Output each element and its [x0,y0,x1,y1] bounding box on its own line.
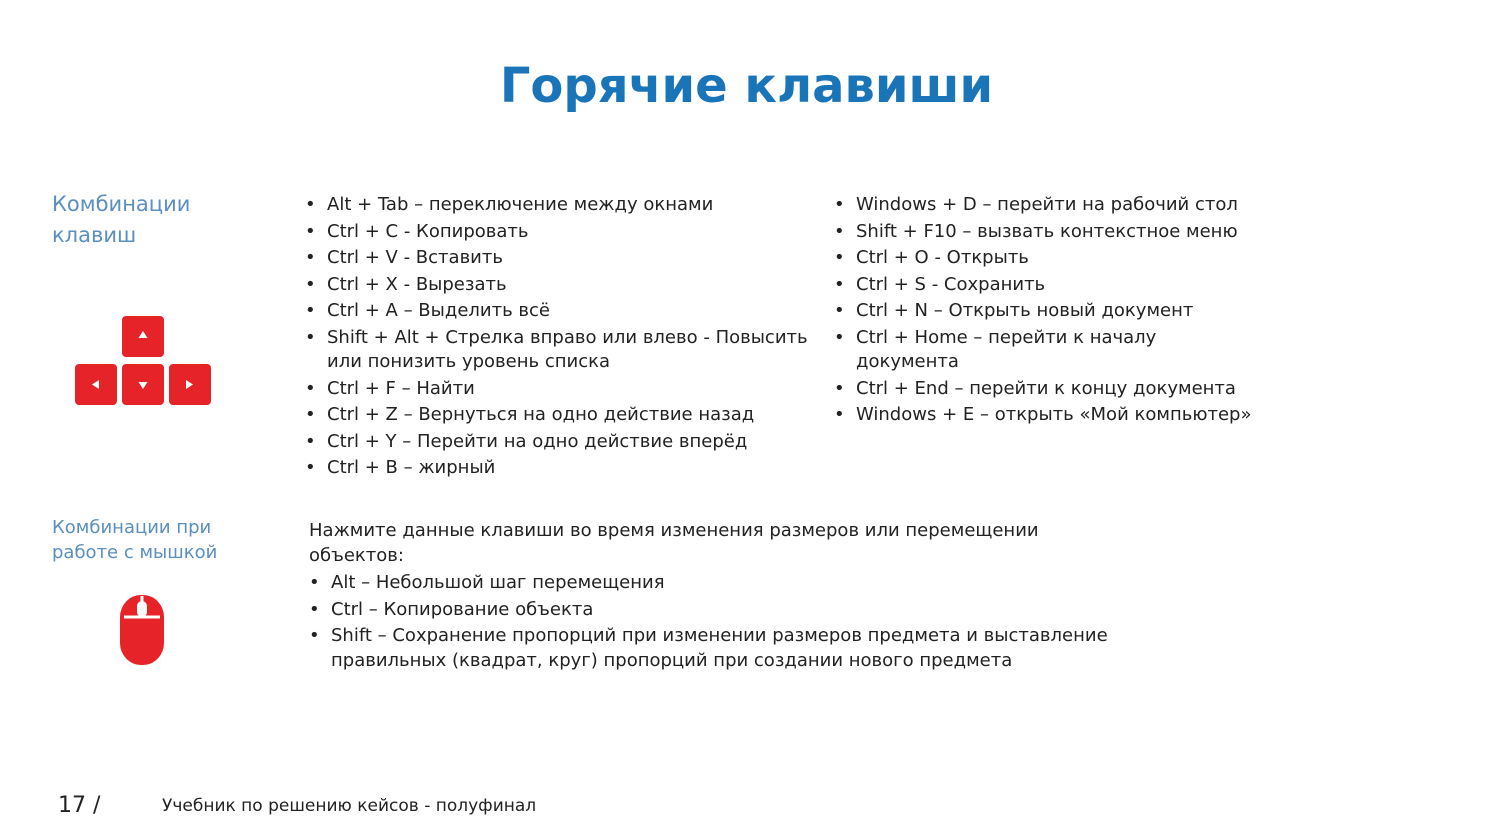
list-item: • Ctrl + A – Выделить всё [305,299,835,324]
list-item: • Ctrl + Z – Вернуться на одно действие назад [305,403,835,428]
mouse-intro-text: Нажмите данные клавиши во время изменения размеров или перемещении объектов: [309,520,1039,566]
list-item: • Ctrl + N – Открыть новый документ [834,299,1264,324]
list-item: • Ctrl + Y – Перейти на одно действие вперёд [305,430,835,455]
list-item: • Shift – Сохранение пропорций при изменении размеров предмета и выставление правильных (квадрат, круг) пропорций при создании нового предмета [309,624,1129,673]
page-title: Горячие клавиши [499,58,994,114]
list-item: • Ctrl + Home – перейти к началу документа [834,326,1264,375]
list-item: • Shift + Alt + Стрелка вправо или влево - Повысить или понизить уровень списка [305,326,835,375]
list-item: • Ctrl + End – перейти к концу документа [834,377,1264,402]
list-item: • Ctrl + X - Вырезать [305,273,835,298]
list-item: • Ctrl + B – жирный [305,456,835,481]
list-item: • Alt – Небольшой шаг перемещения [309,571,1129,596]
section-label-keys: Комбинации клавиш [52,192,191,247]
mouse-icon [118,593,168,669]
list-item: • Ctrl + O - Открыть [834,246,1264,271]
section-label-mouse: Комбинации при работе с мышкой [52,517,218,563]
list-item: • Ctrl + F – Найти [305,377,835,402]
list-item: • Ctrl + S - Сохранить [834,273,1264,298]
list-item: • Alt + Tab – переключение между окнами [305,193,835,218]
footer-text: Учебник по решению кейсов - полуфинал [162,796,537,816]
arrow-key-right [169,364,211,405]
arrow-key-left [75,364,117,405]
arrow-key-down [122,364,164,405]
shortcut-list-right [834,193,1264,430]
list-item: • Windows + D – перейти на рабочий стол [834,193,1264,218]
arrow-key-up [122,316,164,357]
arrow-keys-icon [74,315,214,409]
list-item: • Windows + E – открыть «Мой компьютер» [834,403,1264,428]
list-item: • Shift + F10 – вызвать контекстное меню [834,220,1264,245]
list-item: • Ctrl + C - Копировать [305,220,835,245]
list-item: • Ctrl – Копирование объекта [309,598,1129,623]
mouse-shortcut-list [309,571,1129,675]
page-number: 17 / [58,793,101,818]
shortcut-list-left [305,193,835,483]
list-item: • Ctrl + V - Вставить [305,246,835,271]
